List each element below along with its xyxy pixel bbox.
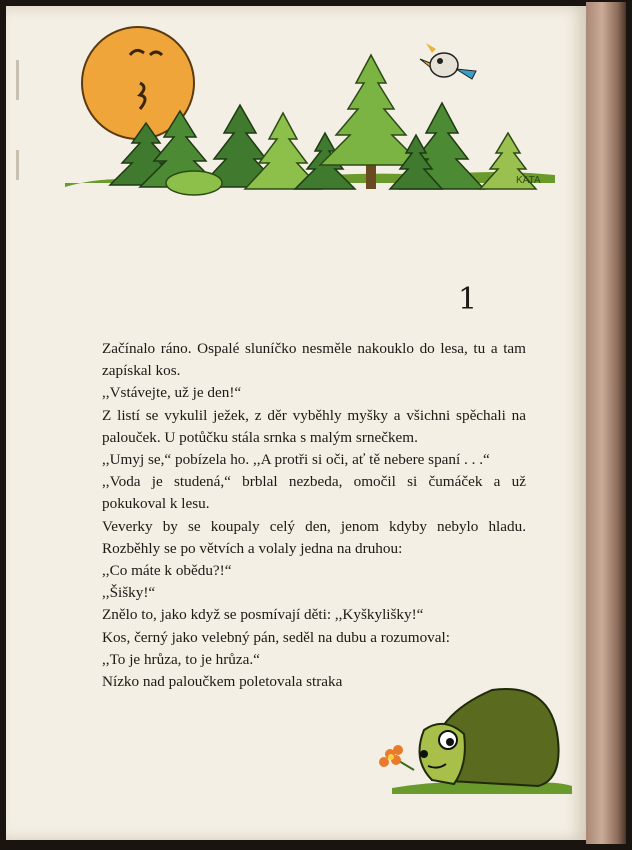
paragraph: ,,Šišky!“ bbox=[102, 584, 156, 602]
paragraph: ,,Umyj se,“ pobízela ho. ,,A protři si oči, ať tě nebere spaní . . .“ bbox=[102, 451, 490, 469]
binding-mark bbox=[16, 60, 19, 100]
paragraph: ,,Co máte k obědu?!“ bbox=[102, 562, 232, 580]
illustration-signature: KATA bbox=[516, 175, 541, 186]
paragraph: Začínalo ráno. Ospalé sluníčko nesměle nakouklo do lesa, tu a tam zapískal kos. bbox=[102, 340, 526, 380]
flower-icon bbox=[379, 745, 414, 770]
hedgehog-illustration bbox=[372, 680, 582, 800]
paragraph: Veverky by se koupaly celý den, jenom kdyby nebylo hladu. Rozběhly se po větvích a volaly jedna na druhou: bbox=[102, 517, 526, 557]
paragraph: Znělo to, jako když se posmívají děti: ,,Kyškylišky!“ bbox=[102, 606, 424, 624]
page-edge bbox=[586, 2, 626, 844]
binding-mark bbox=[16, 150, 19, 180]
paragraph: ,,To je hrůza, to je hrůza.“ bbox=[102, 650, 260, 668]
story-text bbox=[102, 338, 526, 693]
bird-icon bbox=[420, 43, 476, 79]
paragraph: ,,Vstávejte, už je den!“ bbox=[102, 384, 242, 402]
paragraph: Nízko nad paloučkem poletovala straka bbox=[102, 673, 343, 691]
chapter-number: 1 bbox=[458, 282, 478, 317]
paragraph: ,,Voda je studená,“ brblal nezbeda, omočil si čumáček a už pokukoval k lesu. bbox=[102, 473, 526, 513]
forest-illustration bbox=[60, 25, 560, 200]
paragraph: Z listí se vykulil ježek, z děr vyběhly myšky a všichni spěchali na palouček. U potůčku stála srnka s malým srnečkem. bbox=[102, 406, 526, 446]
paragraph: Kos, černý jako velebný pán, seděl na dubu a rozumoval: bbox=[102, 628, 450, 646]
hedgehog-icon bbox=[420, 689, 559, 786]
